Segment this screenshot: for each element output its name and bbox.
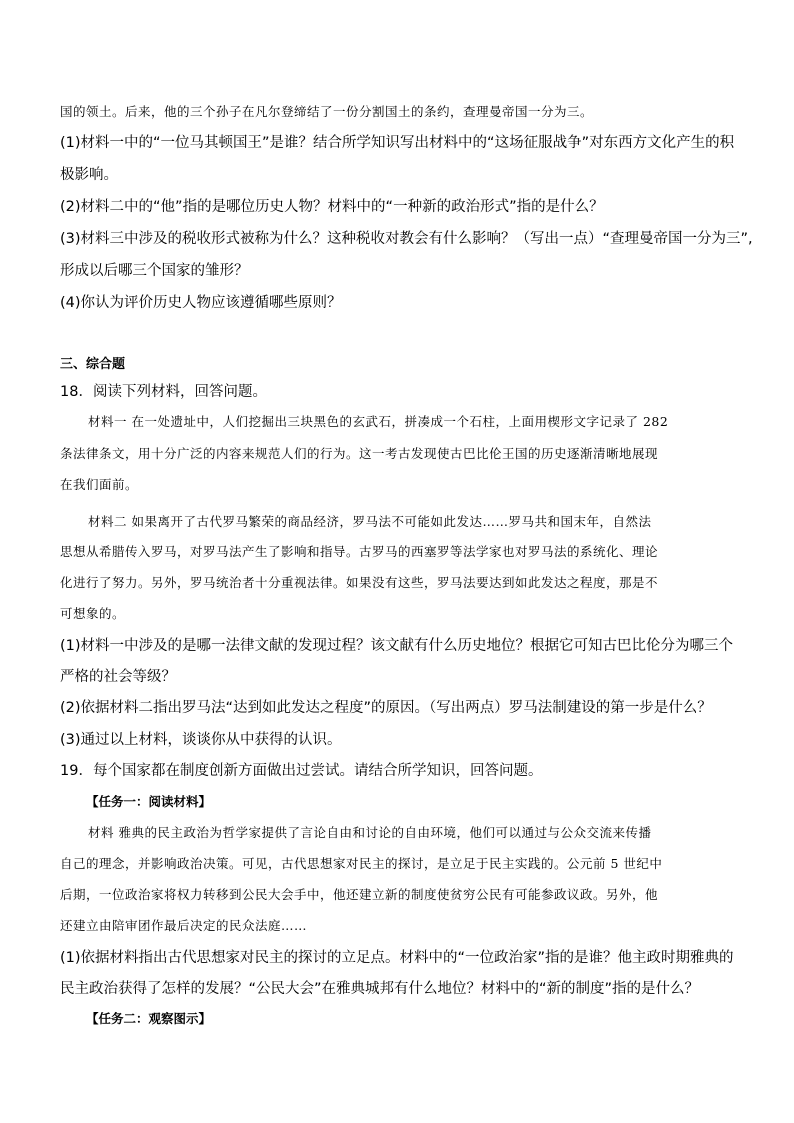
prev-q1-line2: 极影响。: [60, 167, 118, 183]
q19-stem: 19．每个国家都在制度创新方面做出过尝试。请结合所学知识，回答问题。: [60, 763, 543, 779]
q19-material-line3: 后期，一位政治家将权力转移到公民大会手中，他还建立新的制度使贫穷公民有可能参政议政。另外，他: [60, 887, 659, 902]
prev-q3-line1: (3)材料三中涉及的税收形式被称为什么？这种税收对教会有什么影响？（写出一点）“查理曼帝国一分为三”,: [60, 231, 753, 247]
q18-material2-line2: 思想从希腊传入罗马，对罗马法产生了影响和指导。古罗马的西塞罗等法学家也对罗马法的系统化、理论: [60, 544, 659, 559]
prev-q1-line1: (1)材料一中的“一位马其顿国王”是谁？结合所学知识写出材料中的“这场征服战争”对东西方文化产生的积: [60, 135, 735, 151]
q18-q3: (3)通过以上材料，谈谈你从中获得的认识。: [60, 732, 342, 748]
prev-q3-line2: 形成以后哪三个国家的雏形？: [60, 263, 249, 279]
q18-material1-line2: 条法律条文，用十分广泛的内容来规范人们的行为。这一考古发现使古巴比伦王国的历史逐渐清晰地展现: [60, 446, 659, 461]
q18-q2: (2)依据材料二指出罗马法“达到如此发达之程度”的原因。（写出两点）罗马法制建设的第一步是什么？: [60, 700, 712, 716]
q19-material-line4: 还建立由陪审团作最后决定的民众法庭……: [60, 918, 308, 933]
q18-material2-line4: 可想象的。: [60, 606, 126, 621]
q18-material1-line1: 材料一 在一处遗址中，人们挖掘出三块黑色的玄武石，拼凑成一个石柱，上面用楔形文字记录了 282: [88, 414, 669, 429]
q19-material-line2: 自己的理念，并影响政治决策。可见，古代思想家对民主的探讨，是立足于民主实践的。公元前 5 世纪中: [60, 856, 663, 871]
q18-q1-line2: 严格的社会等级？: [60, 669, 176, 685]
prev-q2: (2)材料二中的“他”指的是哪位历史人物？材料中的“一种新的政治形式”指的是什么？: [60, 199, 604, 215]
q19-q1-line1: (1)依据材料指出古代思想家对民主的探讨的立足点。材料中的“一位政治家”指的是谁？他主政时期雅典的: [60, 950, 734, 966]
q18-material2-line3: 化进行了努力。另外，罗马统治者十分重视法律。如果没有这些，罗马法要达到如此发达之程度，那是不: [60, 575, 659, 590]
q18-material2-line1: 材料二 如果离开了古代罗马繁荣的商品经济，罗马法不可能如此发达……罗马共和国末年，自然法: [88, 514, 652, 529]
q19-task2-heading: 【任务二：观察图示】: [86, 1011, 212, 1026]
prev-q4: (4)你认为评价历史人物应该遵循哪些原则？: [60, 295, 342, 311]
q19-q1-line2: 民主政治获得了怎样的发展？“公民大会”在雅典城邦有什么地位？材料中的“新的制度”指的是什么？: [60, 981, 700, 997]
section-heading: 三、综合题: [60, 357, 126, 372]
prev-material-tail: 国的领土。后来，他的三个孙子在凡尔登缔结了一份分割国土的条约，查理曼帝国一分为三。: [60, 104, 594, 119]
q19-material-line1: 材料 雅典的民主政治为哲学家提供了言论自由和讨论的自由环境，他们可以通过与公众交流来传播: [88, 825, 652, 840]
q19-task1-heading: 【任务一：阅读材料】: [86, 794, 212, 809]
q18-material1-line3: 在我们面前。: [60, 477, 139, 492]
q18-q1-line1: (1)材料一中涉及的是哪一法律文献的发现过程？该文献有什么历史地位？根据它可知古巴比伦分为哪三个: [60, 638, 734, 654]
q18-stem: 18．阅读下列材料，回答问题。: [60, 384, 267, 400]
